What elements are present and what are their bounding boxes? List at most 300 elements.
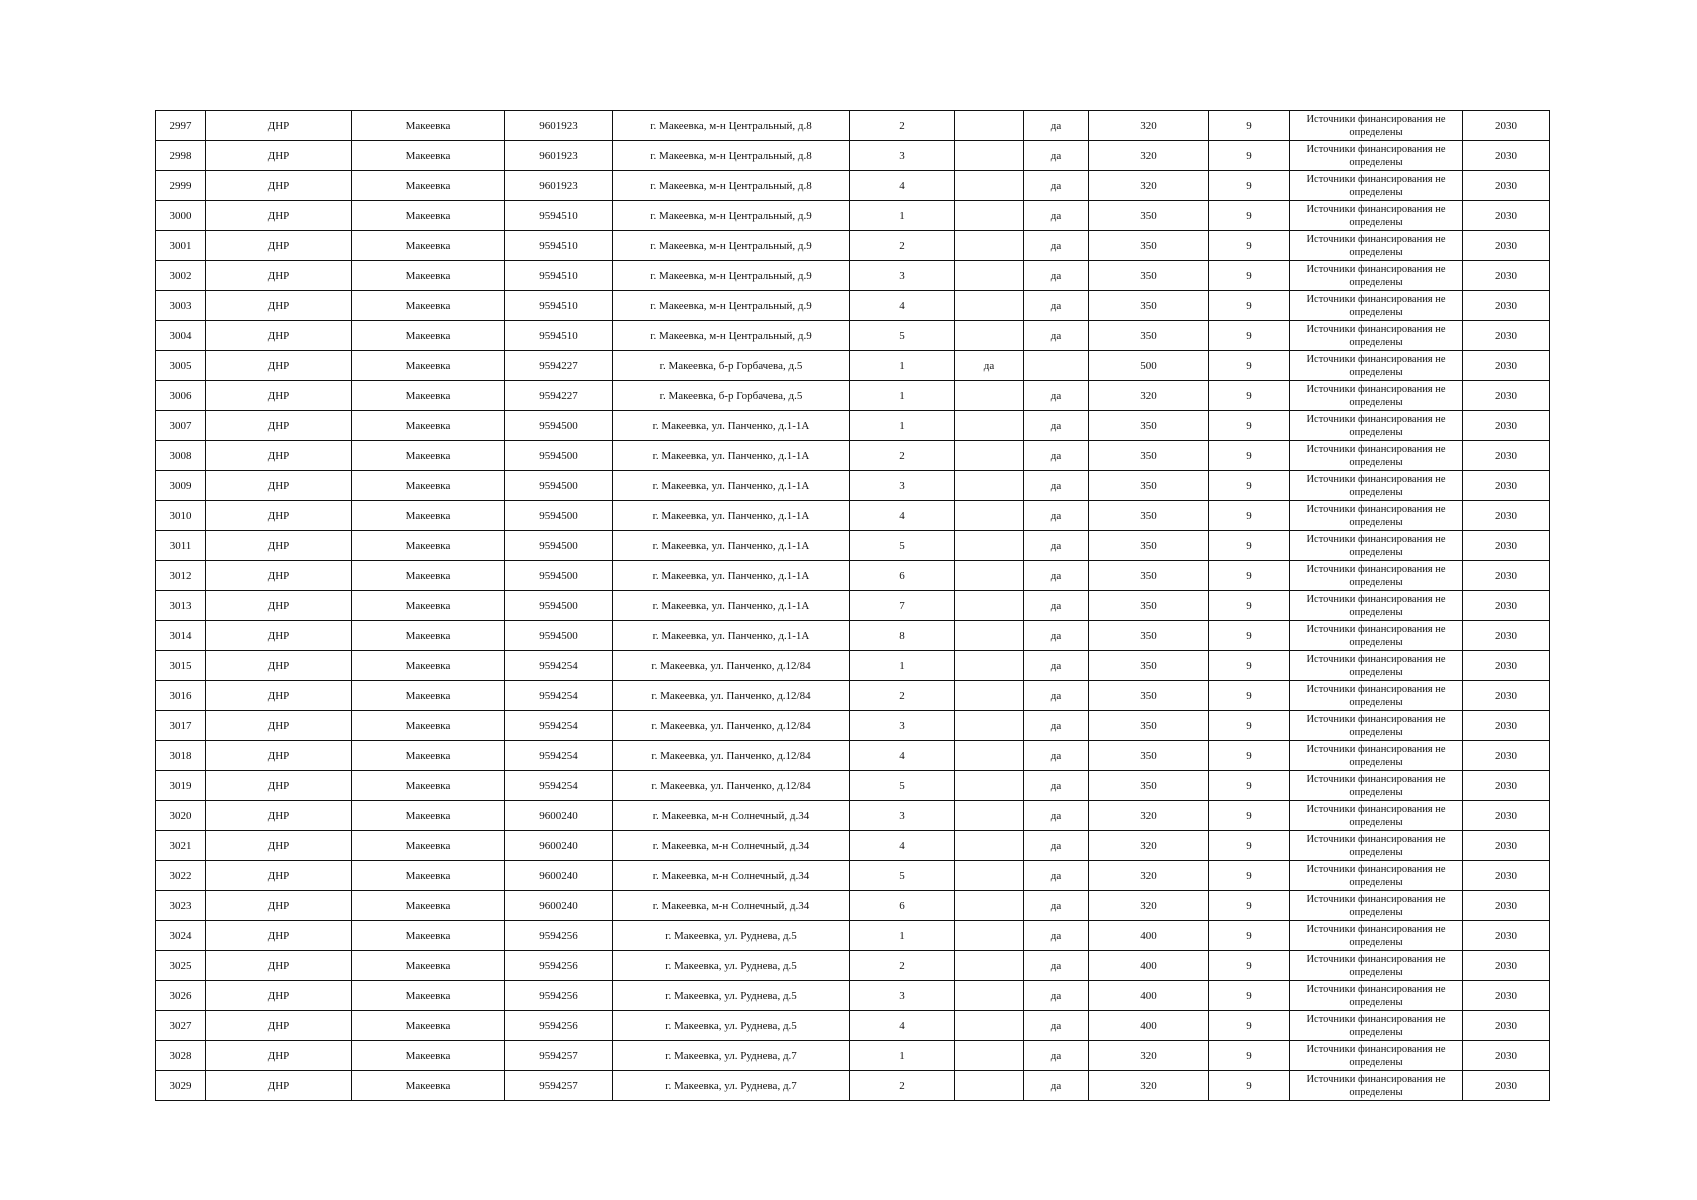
row-number-cell: 3027 <box>156 1011 206 1041</box>
funding-source-cell: Источники финансирования не определены <box>1290 981 1463 1011</box>
row-number-cell: 3005 <box>156 351 206 381</box>
value-cell: 320 <box>1089 891 1209 921</box>
object-code-cell: 9601923 <box>505 141 613 171</box>
flag-b-cell: да <box>1024 651 1089 681</box>
flag-b-cell: да <box>1024 1071 1089 1101</box>
flag-a-cell <box>955 711 1024 741</box>
flag-a-cell <box>955 291 1024 321</box>
floors-cell: 9 <box>1209 261 1290 291</box>
address-cell: г. Макеевка, м-н Центральный, д.8 <box>613 111 850 141</box>
entrance-cell: 4 <box>850 831 955 861</box>
city-cell: Макеевка <box>352 801 505 831</box>
flag-b-cell: да <box>1024 441 1089 471</box>
row-number-cell: 3003 <box>156 291 206 321</box>
table-row <box>156 1041 1550 1071</box>
region-cell: ДНР <box>206 1041 352 1071</box>
entrance-cell: 1 <box>850 381 955 411</box>
floors-cell: 9 <box>1209 831 1290 861</box>
flag-b-cell: да <box>1024 711 1089 741</box>
funding-source-cell: Источники финансирования не определены <box>1290 741 1463 771</box>
year-cell: 2030 <box>1463 171 1550 201</box>
floors-cell: 9 <box>1209 801 1290 831</box>
funding-source-cell: Источники финансирования не определены <box>1290 351 1463 381</box>
year-cell: 2030 <box>1463 561 1550 591</box>
entrance-cell: 5 <box>850 861 955 891</box>
object-code-cell: 9594510 <box>505 201 613 231</box>
flag-a-cell <box>955 921 1024 951</box>
funding-source-cell: Источники финансирования не определены <box>1290 531 1463 561</box>
funding-source-cell: Источники финансирования не определены <box>1290 171 1463 201</box>
year-cell: 2030 <box>1463 1041 1550 1071</box>
region-cell: ДНР <box>206 621 352 651</box>
object-code-cell: 9600240 <box>505 831 613 861</box>
object-code-cell: 9594254 <box>505 711 613 741</box>
flag-a-cell <box>955 501 1024 531</box>
entrance-cell: 8 <box>850 621 955 651</box>
object-code-cell: 9594254 <box>505 771 613 801</box>
entrance-cell: 2 <box>850 111 955 141</box>
entrance-cell: 3 <box>850 981 955 1011</box>
value-cell: 350 <box>1089 681 1209 711</box>
entrance-cell: 3 <box>850 471 955 501</box>
address-cell: г. Макеевка, ул. Руднева, д.5 <box>613 1011 850 1041</box>
year-cell: 2030 <box>1463 801 1550 831</box>
region-cell: ДНР <box>206 1071 352 1101</box>
row-number-cell: 3018 <box>156 741 206 771</box>
year-cell: 2030 <box>1463 531 1550 561</box>
city-cell: Макеевка <box>352 351 505 381</box>
entrance-cell: 6 <box>850 561 955 591</box>
table-row <box>156 711 1550 741</box>
region-cell: ДНР <box>206 141 352 171</box>
value-cell: 350 <box>1089 591 1209 621</box>
flag-a-cell <box>955 1041 1024 1071</box>
table-row <box>156 411 1550 441</box>
entrance-cell: 2 <box>850 1071 955 1101</box>
floors-cell: 9 <box>1209 861 1290 891</box>
city-cell: Макеевка <box>352 471 505 501</box>
floors-cell: 9 <box>1209 171 1290 201</box>
region-cell: ДНР <box>206 711 352 741</box>
entrance-cell: 4 <box>850 741 955 771</box>
floors-cell: 9 <box>1209 201 1290 231</box>
region-cell: ДНР <box>206 561 352 591</box>
object-code-cell: 9594254 <box>505 681 613 711</box>
data-table <box>155 110 1550 1101</box>
value-cell: 320 <box>1089 1071 1209 1101</box>
city-cell: Макеевка <box>352 261 505 291</box>
row-number-cell: 3022 <box>156 861 206 891</box>
address-cell: г. Макеевка, ул. Панченко, д.1-1А <box>613 441 850 471</box>
region-cell: ДНР <box>206 441 352 471</box>
table-row <box>156 921 1550 951</box>
year-cell: 2030 <box>1463 921 1550 951</box>
row-number-cell: 3024 <box>156 921 206 951</box>
year-cell: 2030 <box>1463 261 1550 291</box>
floors-cell: 9 <box>1209 531 1290 561</box>
address-cell: г. Макеевка, ул. Панченко, д.12/84 <box>613 651 850 681</box>
floors-cell: 9 <box>1209 651 1290 681</box>
city-cell: Макеевка <box>352 921 505 951</box>
floors-cell: 9 <box>1209 771 1290 801</box>
row-number-cell: 3015 <box>156 651 206 681</box>
flag-a-cell <box>955 171 1024 201</box>
region-cell: ДНР <box>206 381 352 411</box>
funding-source-cell: Источники финансирования не определены <box>1290 261 1463 291</box>
value-cell: 350 <box>1089 501 1209 531</box>
entrance-cell: 2 <box>850 441 955 471</box>
city-cell: Макеевка <box>352 501 505 531</box>
entrance-cell: 4 <box>850 501 955 531</box>
address-cell: г. Макеевка, ул. Панченко, д.1-1А <box>613 561 850 591</box>
table-row <box>156 621 1550 651</box>
floors-cell: 9 <box>1209 1011 1290 1041</box>
flag-b-cell: да <box>1024 561 1089 591</box>
flag-b-cell: да <box>1024 861 1089 891</box>
table-row <box>156 201 1550 231</box>
flag-b-cell: да <box>1024 981 1089 1011</box>
object-code-cell: 9594500 <box>505 441 613 471</box>
flag-b-cell: да <box>1024 381 1089 411</box>
year-cell: 2030 <box>1463 981 1550 1011</box>
object-code-cell: 9600240 <box>505 891 613 921</box>
funding-source-cell: Источники финансирования не определены <box>1290 891 1463 921</box>
flag-b-cell: да <box>1024 1011 1089 1041</box>
funding-source-cell: Источники финансирования не определены <box>1290 201 1463 231</box>
year-cell: 2030 <box>1463 591 1550 621</box>
region-cell: ДНР <box>206 681 352 711</box>
address-cell: г. Макеевка, ул. Панченко, д.12/84 <box>613 711 850 741</box>
funding-source-cell: Источники финансирования не определены <box>1290 561 1463 591</box>
funding-source-cell: Источники финансирования не определены <box>1290 231 1463 261</box>
address-cell: г. Макеевка, б-р Горбачева, д.5 <box>613 351 850 381</box>
entrance-cell: 4 <box>850 291 955 321</box>
table-row <box>156 681 1550 711</box>
value-cell: 350 <box>1089 411 1209 441</box>
object-code-cell: 9594500 <box>505 591 613 621</box>
floors-cell: 9 <box>1209 111 1290 141</box>
flag-a-cell <box>955 771 1024 801</box>
address-cell: г. Макеевка, ул. Панченко, д.12/84 <box>613 771 850 801</box>
funding-source-cell: Источники финансирования не определены <box>1290 321 1463 351</box>
city-cell: Макеевка <box>352 891 505 921</box>
city-cell: Макеевка <box>352 441 505 471</box>
value-cell: 320 <box>1089 831 1209 861</box>
region-cell: ДНР <box>206 171 352 201</box>
flag-a-cell <box>955 471 1024 501</box>
address-cell: г. Макеевка, м-н Центральный, д.9 <box>613 201 850 231</box>
address-cell: г. Макеевка, ул. Панченко, д.1-1А <box>613 621 850 651</box>
floors-cell: 9 <box>1209 321 1290 351</box>
value-cell: 320 <box>1089 111 1209 141</box>
year-cell: 2030 <box>1463 861 1550 891</box>
flag-b-cell: да <box>1024 831 1089 861</box>
year-cell: 2030 <box>1463 621 1550 651</box>
year-cell: 2030 <box>1463 891 1550 921</box>
table-row <box>156 441 1550 471</box>
address-cell: г. Макеевка, м-н Центральный, д.9 <box>613 231 850 261</box>
flag-b-cell: да <box>1024 921 1089 951</box>
value-cell: 400 <box>1089 921 1209 951</box>
flag-a-cell <box>955 531 1024 561</box>
floors-cell: 9 <box>1209 561 1290 591</box>
table-row <box>156 831 1550 861</box>
row-number-cell: 3014 <box>156 621 206 651</box>
value-cell: 320 <box>1089 1041 1209 1071</box>
row-number-cell: 3001 <box>156 231 206 261</box>
value-cell: 350 <box>1089 201 1209 231</box>
region-cell: ДНР <box>206 921 352 951</box>
row-number-cell: 3009 <box>156 471 206 501</box>
value-cell: 350 <box>1089 621 1209 651</box>
row-number-cell: 3028 <box>156 1041 206 1071</box>
entrance-cell: 1 <box>850 1041 955 1071</box>
year-cell: 2030 <box>1463 351 1550 381</box>
address-cell: г. Макеевка, ул. Панченко, д.12/84 <box>613 681 850 711</box>
value-cell: 320 <box>1089 171 1209 201</box>
object-code-cell: 9594257 <box>505 1071 613 1101</box>
floors-cell: 9 <box>1209 141 1290 171</box>
city-cell: Макеевка <box>352 141 505 171</box>
region-cell: ДНР <box>206 321 352 351</box>
city-cell: Макеевка <box>352 831 505 861</box>
region-cell: ДНР <box>206 651 352 681</box>
flag-a-cell <box>955 111 1024 141</box>
flag-b-cell: да <box>1024 621 1089 651</box>
object-code-cell: 9594500 <box>505 411 613 441</box>
funding-source-cell: Источники финансирования не определены <box>1290 861 1463 891</box>
table-row <box>156 861 1550 891</box>
flag-b-cell: да <box>1024 471 1089 501</box>
flag-a-cell <box>955 831 1024 861</box>
floors-cell: 9 <box>1209 741 1290 771</box>
floors-cell: 9 <box>1209 891 1290 921</box>
flag-b-cell: да <box>1024 261 1089 291</box>
value-cell: 350 <box>1089 321 1209 351</box>
table-row <box>156 891 1550 921</box>
object-code-cell: 9594256 <box>505 981 613 1011</box>
object-code-cell: 9594510 <box>505 291 613 321</box>
row-number-cell: 2998 <box>156 141 206 171</box>
row-number-cell: 3017 <box>156 711 206 741</box>
funding-source-cell: Источники финансирования не определены <box>1290 681 1463 711</box>
row-number-cell: 3021 <box>156 831 206 861</box>
entrance-cell: 4 <box>850 171 955 201</box>
city-cell: Макеевка <box>352 711 505 741</box>
value-cell: 350 <box>1089 711 1209 741</box>
funding-source-cell: Источники финансирования не определены <box>1290 141 1463 171</box>
row-number-cell: 3023 <box>156 891 206 921</box>
object-code-cell: 9594254 <box>505 651 613 681</box>
flag-a-cell <box>955 1071 1024 1101</box>
funding-source-cell: Источники финансирования не определены <box>1290 441 1463 471</box>
funding-source-cell: Источники финансирования не определены <box>1290 771 1463 801</box>
year-cell: 2030 <box>1463 111 1550 141</box>
year-cell: 2030 <box>1463 381 1550 411</box>
year-cell: 2030 <box>1463 831 1550 861</box>
address-cell: г. Макеевка, м-н Центральный, д.8 <box>613 141 850 171</box>
flag-a-cell <box>955 201 1024 231</box>
value-cell: 350 <box>1089 471 1209 501</box>
region-cell: ДНР <box>206 531 352 561</box>
flag-b-cell: да <box>1024 231 1089 261</box>
funding-source-cell: Источники финансирования не определены <box>1290 621 1463 651</box>
floors-cell: 9 <box>1209 381 1290 411</box>
funding-source-cell: Источники финансирования не определены <box>1290 651 1463 681</box>
value-cell: 350 <box>1089 741 1209 771</box>
region-cell: ДНР <box>206 831 352 861</box>
object-code-cell: 9594500 <box>505 501 613 531</box>
flag-a-cell <box>955 1011 1024 1041</box>
table-body <box>156 111 1550 1101</box>
entrance-cell: 1 <box>850 201 955 231</box>
flag-b-cell: да <box>1024 771 1089 801</box>
year-cell: 2030 <box>1463 411 1550 441</box>
value-cell: 350 <box>1089 561 1209 591</box>
object-code-cell: 9594500 <box>505 531 613 561</box>
object-code-cell: 9594256 <box>505 951 613 981</box>
object-code-cell: 9594227 <box>505 351 613 381</box>
year-cell: 2030 <box>1463 711 1550 741</box>
value-cell: 350 <box>1089 291 1209 321</box>
flag-a-cell <box>955 891 1024 921</box>
flag-a-cell <box>955 741 1024 771</box>
address-cell: г. Макеевка, ул. Панченко, д.1-1А <box>613 471 850 501</box>
row-number-cell: 2997 <box>156 111 206 141</box>
year-cell: 2030 <box>1463 681 1550 711</box>
region-cell: ДНР <box>206 231 352 261</box>
address-cell: г. Макеевка, ул. Руднева, д.7 <box>613 1041 850 1071</box>
funding-source-cell: Источники финансирования не определены <box>1290 831 1463 861</box>
table-row <box>156 1071 1550 1101</box>
value-cell: 350 <box>1089 771 1209 801</box>
table-row <box>156 501 1550 531</box>
entrance-cell: 2 <box>850 951 955 981</box>
year-cell: 2030 <box>1463 501 1550 531</box>
flag-b-cell: да <box>1024 591 1089 621</box>
floors-cell: 9 <box>1209 441 1290 471</box>
address-cell: г. Макеевка, ул. Панченко, д.1-1А <box>613 531 850 561</box>
entrance-cell: 5 <box>850 771 955 801</box>
year-cell: 2030 <box>1463 291 1550 321</box>
table-row <box>156 231 1550 261</box>
table-row <box>156 981 1550 1011</box>
address-cell: г. Макеевка, м-н Центральный, д.9 <box>613 321 850 351</box>
region-cell: ДНР <box>206 111 352 141</box>
flag-b-cell: да <box>1024 411 1089 441</box>
region-cell: ДНР <box>206 501 352 531</box>
city-cell: Макеевка <box>352 111 505 141</box>
floors-cell: 9 <box>1209 501 1290 531</box>
object-code-cell: 9600240 <box>505 801 613 831</box>
year-cell: 2030 <box>1463 741 1550 771</box>
funding-source-cell: Источники финансирования не определены <box>1290 951 1463 981</box>
year-cell: 2030 <box>1463 231 1550 261</box>
entrance-cell: 1 <box>850 351 955 381</box>
table-row <box>156 171 1550 201</box>
floors-cell: 9 <box>1209 951 1290 981</box>
table-row <box>156 111 1550 141</box>
flag-b-cell: да <box>1024 291 1089 321</box>
funding-source-cell: Источники финансирования не определены <box>1290 501 1463 531</box>
year-cell: 2030 <box>1463 651 1550 681</box>
row-number-cell: 3011 <box>156 531 206 561</box>
object-code-cell: 9594510 <box>505 321 613 351</box>
city-cell: Макеевка <box>352 411 505 441</box>
floors-cell: 9 <box>1209 981 1290 1011</box>
city-cell: Макеевка <box>352 291 505 321</box>
funding-source-cell: Источники финансирования не определены <box>1290 471 1463 501</box>
flag-a-cell <box>955 321 1024 351</box>
city-cell: Макеевка <box>352 381 505 411</box>
table-row <box>156 741 1550 771</box>
entrance-cell: 1 <box>850 651 955 681</box>
object-code-cell: 9594257 <box>505 1041 613 1071</box>
region-cell: ДНР <box>206 261 352 291</box>
address-cell: г. Макеевка, б-р Горбачева, д.5 <box>613 381 850 411</box>
row-number-cell: 2999 <box>156 171 206 201</box>
city-cell: Макеевка <box>352 951 505 981</box>
flag-b-cell: да <box>1024 171 1089 201</box>
flag-b-cell: да <box>1024 501 1089 531</box>
city-cell: Макеевка <box>352 771 505 801</box>
city-cell: Макеевка <box>352 561 505 591</box>
year-cell: 2030 <box>1463 441 1550 471</box>
floors-cell: 9 <box>1209 711 1290 741</box>
flag-a-cell <box>955 621 1024 651</box>
entrance-cell: 6 <box>850 891 955 921</box>
address-cell: г. Макеевка, ул. Панченко, д.1-1А <box>613 501 850 531</box>
floors-cell: 9 <box>1209 1041 1290 1071</box>
flag-b-cell: да <box>1024 321 1089 351</box>
object-code-cell: 9594256 <box>505 921 613 951</box>
floors-cell: 9 <box>1209 681 1290 711</box>
object-code-cell: 9594500 <box>505 471 613 501</box>
row-number-cell: 3008 <box>156 441 206 471</box>
flag-a-cell <box>955 561 1024 591</box>
entrance-cell: 1 <box>850 411 955 441</box>
row-number-cell: 3007 <box>156 411 206 441</box>
flag-a-cell <box>955 141 1024 171</box>
table-row <box>156 471 1550 501</box>
flag-b-cell: да <box>1024 111 1089 141</box>
funding-source-cell: Источники финансирования не определены <box>1290 111 1463 141</box>
row-number-cell: 3026 <box>156 981 206 1011</box>
flag-a-cell <box>955 441 1024 471</box>
table-row <box>156 291 1550 321</box>
address-cell: г. Макеевка, ул. Панченко, д.1-1А <box>613 411 850 441</box>
table-row <box>156 261 1550 291</box>
table-row <box>156 1011 1550 1041</box>
value-cell: 350 <box>1089 651 1209 681</box>
flag-b-cell: да <box>1024 141 1089 171</box>
flag-a-cell <box>955 681 1024 711</box>
flag-a-cell <box>955 411 1024 441</box>
flag-a-cell <box>955 651 1024 681</box>
address-cell: г. Макеевка, ул. Панченко, д.1-1А <box>613 591 850 621</box>
entrance-cell: 2 <box>850 681 955 711</box>
floors-cell: 9 <box>1209 921 1290 951</box>
year-cell: 2030 <box>1463 951 1550 981</box>
value-cell: 500 <box>1089 351 1209 381</box>
address-cell: г. Макеевка, ул. Панченко, д.12/84 <box>613 741 850 771</box>
table-row <box>156 561 1550 591</box>
row-number-cell: 3029 <box>156 1071 206 1101</box>
object-code-cell: 9594227 <box>505 381 613 411</box>
city-cell: Макеевка <box>352 531 505 561</box>
address-cell: г. Макеевка, м-н Центральный, д.9 <box>613 261 850 291</box>
address-cell: г. Макеевка, м-н Солнечный, д.34 <box>613 861 850 891</box>
